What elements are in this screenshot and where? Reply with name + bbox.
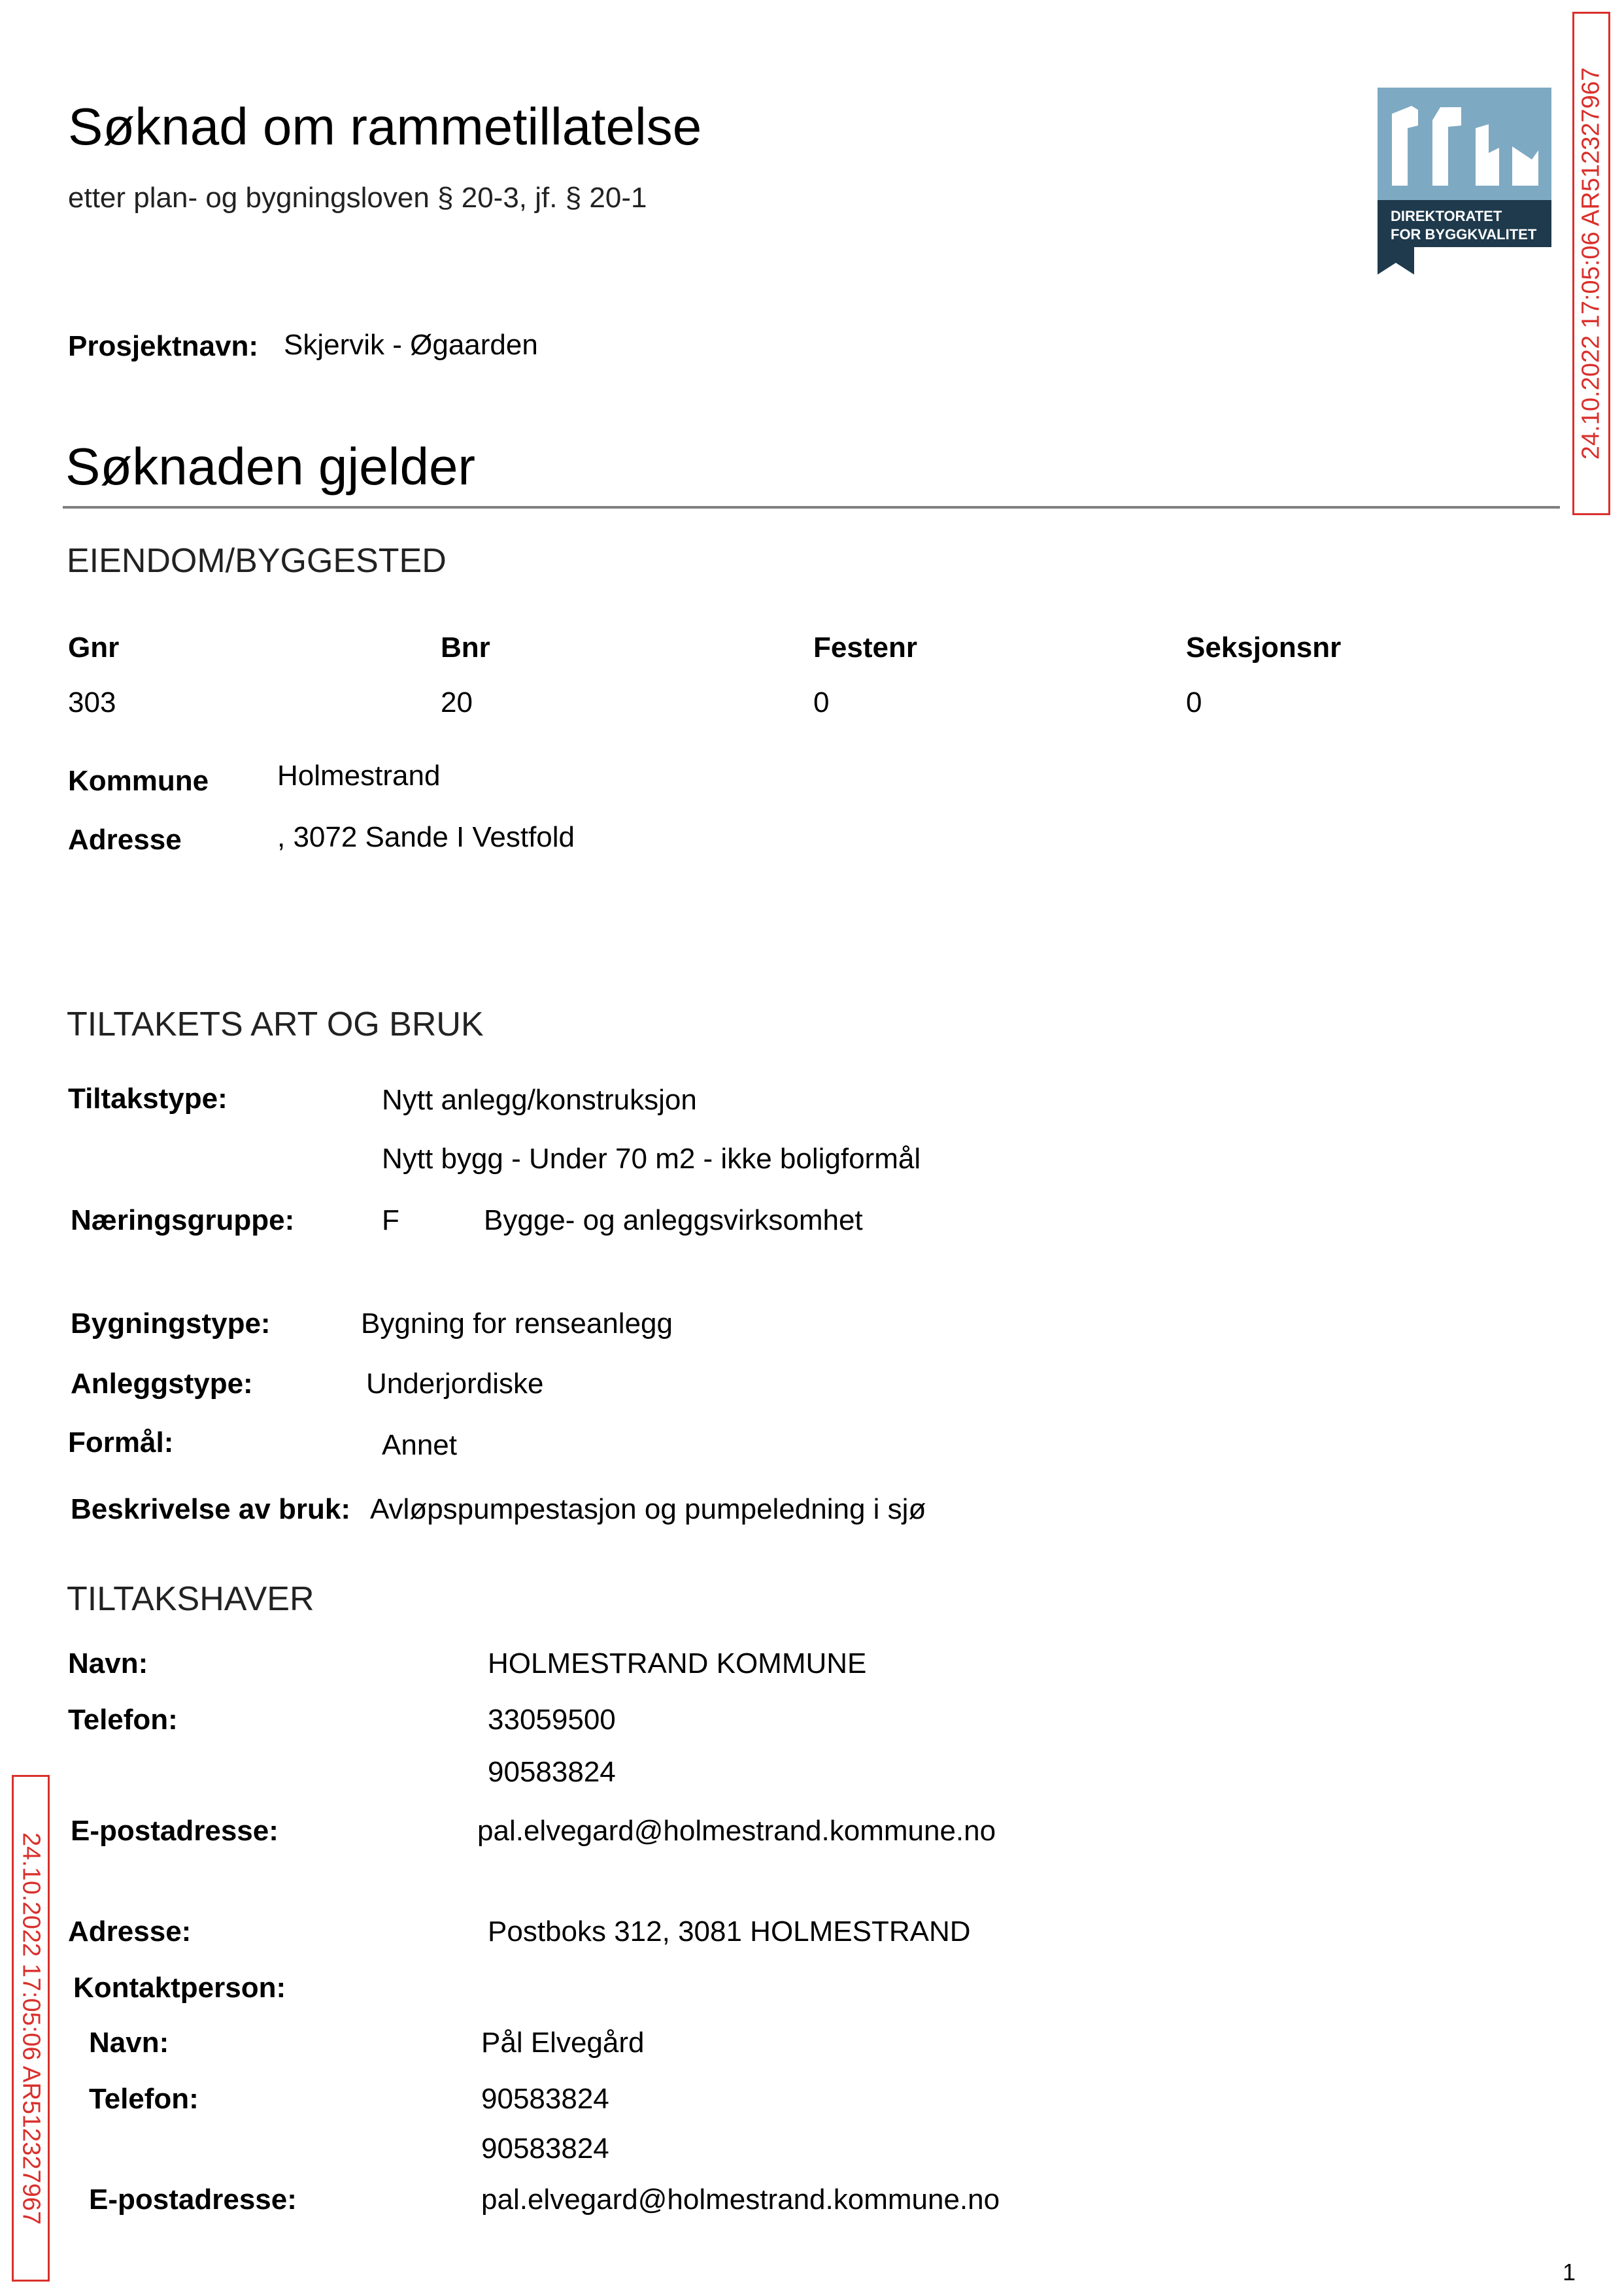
industry-group-name: Bygge- og anleggsvirksomhet <box>484 1204 863 1236</box>
kommune-value: Holmestrand <box>277 760 441 792</box>
contact-phone-label: Telefon: <box>89 2083 199 2115</box>
received-stamp-bottom <box>12 1775 50 2282</box>
logo-text-line1: DIREKTORATET <box>1391 208 1502 224</box>
building-logo-icon <box>1378 88 1551 275</box>
document-subtitle: etter plan- og bygningsloven § 20-3, jf. § 20-1 <box>68 182 647 214</box>
contact-name-label: Navn: <box>89 2027 169 2059</box>
owner-phone-label: Telefon: <box>68 1704 178 1736</box>
bnr-label: Bnr <box>441 632 490 664</box>
measure-type-value-2: Nytt bygg - Under 70 m2 - ikke boligformål <box>382 1143 921 1175</box>
industry-group-label: Næringsgruppe: <box>71 1204 295 1236</box>
section-heading-measure: TILTAKETS ART OG BRUK <box>67 1005 484 1043</box>
contact-email-value: pal.elvegard@holmestrand.kommune.no <box>481 2184 1000 2216</box>
building-type-label: Bygningstype: <box>71 1307 271 1340</box>
section-divider <box>63 506 1560 509</box>
facility-type-label: Anleggstype: <box>71 1368 253 1400</box>
purpose-label: Formål: <box>68 1426 174 1459</box>
measure-type-label: Tiltakstype: <box>68 1083 228 1115</box>
usage-description-value: Avløpspumpestasjon og pumpeledning i sjø <box>370 1493 926 1525</box>
logo-tab <box>1378 247 1414 275</box>
kommune-label: Kommune <box>68 765 209 797</box>
contact-phone-value-2: 90583824 <box>481 2133 609 2165</box>
document-title: Søknad om rammetillatelse <box>68 97 702 156</box>
owner-email-label: E-postadresse: <box>71 1815 279 1847</box>
owner-name-value: HOLMESTRAND KOMMUNE <box>488 1647 867 1679</box>
gnr-label: Gnr <box>68 632 120 664</box>
bnr-value: 20 <box>441 686 473 718</box>
project-name-label: Prosjektnavn: <box>68 330 258 362</box>
received-stamp-top <box>1572 12 1610 515</box>
contact-phone-value-1: 90583824 <box>481 2083 609 2115</box>
section-heading-owner: TILTAKSHAVER <box>67 1580 314 1618</box>
owner-email-value: pal.elvegard@holmestrand.kommune.no <box>477 1815 996 1847</box>
owner-name-label: Navn: <box>68 1647 148 1679</box>
owner-phone-value-2: 90583824 <box>488 1756 616 1788</box>
contact-email-label: E-postadresse: <box>89 2184 297 2216</box>
festenr-label: Festenr <box>813 632 917 664</box>
building-type-value: Bygning for renseanlegg <box>361 1307 673 1340</box>
measure-type-value-1: Nytt anlegg/konstruksjon <box>382 1084 697 1116</box>
adresse-label: Adresse <box>68 824 182 856</box>
owner-address-value: Postboks 312, 3081 HOLMESTRAND <box>488 1915 971 1948</box>
seksjonsnr-value: 0 <box>1186 686 1202 718</box>
contact-name-value: Pål Elvegård <box>481 2027 645 2059</box>
section-heading-applies: Søknaden gjelder <box>65 437 476 496</box>
owner-phone-value-1: 33059500 <box>488 1704 616 1736</box>
industry-group-code: F <box>382 1204 399 1236</box>
section-heading-property: EIENDOM/BYGGESTED <box>67 542 447 580</box>
adresse-value: , 3072 Sande I Vestfold <box>277 821 575 853</box>
project-name-value: Skjervik - Øgaarden <box>284 329 538 361</box>
page-number: 1 <box>1563 2259 1576 2286</box>
owner-address-label: Adresse: <box>68 1915 192 1948</box>
logo-text-line2: FOR BYGGKVALITET <box>1391 226 1537 243</box>
stamp-text: 24.10.2022 17:05:06 AR512327967 <box>17 1832 45 2225</box>
festenr-value: 0 <box>813 686 830 718</box>
seksjonsnr-label: Seksjonsnr <box>1186 632 1342 664</box>
facility-type-value: Underjordiske <box>366 1368 544 1400</box>
purpose-value: Annet <box>382 1429 457 1461</box>
contact-person-label: Kontaktperson: <box>73 1972 286 2004</box>
stamp-text: 24.10.2022 17:05:06 AR512327967 <box>1577 67 1605 460</box>
gnr-value: 303 <box>68 686 116 718</box>
usage-description-label: Beskrivelse av bruk: <box>71 1493 351 1525</box>
